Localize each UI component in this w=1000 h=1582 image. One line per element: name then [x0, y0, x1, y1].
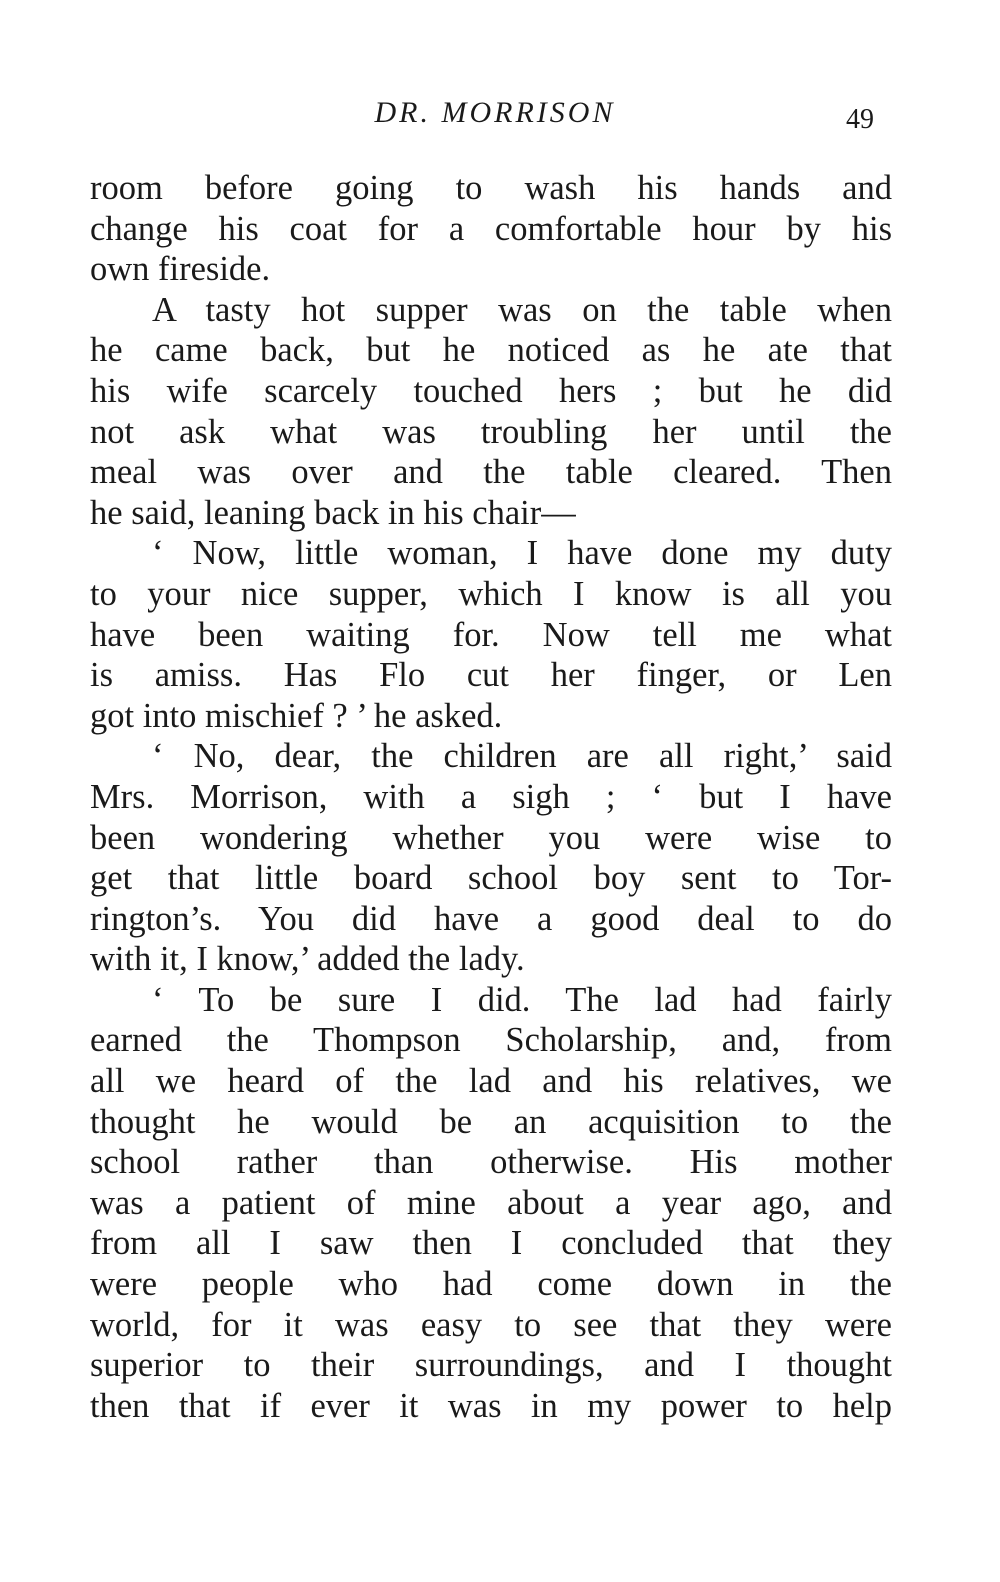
text-line: then that if ever it was in my power to help [90, 1386, 892, 1425]
text-line: from all I saw then I concluded that they [90, 1224, 892, 1263]
text-line: superior to their surroundings, and I thought [90, 1346, 892, 1385]
text-line: his wife scarcely touched hers ; but he did [90, 371, 892, 410]
text-line: A tasty hot supper was on the table when [152, 290, 892, 329]
text-line: ‘ Now, little woman, I have done my duty [152, 534, 892, 573]
text-line: to your nice supper, which I know is all you [90, 574, 892, 613]
text-line: he came back, but he noticed as he ate that [90, 331, 892, 370]
text-line: he said, leaning back in his chair— [90, 493, 576, 532]
text-line: with it, I know,’ added the lady. [90, 940, 525, 979]
text-line: were people who had come down in the [90, 1265, 892, 1304]
page-number: 49 [846, 104, 874, 135]
text-line: room before going to wash his hands and [90, 169, 892, 207]
text-line: rington’s. You did have a good deal to do [90, 899, 892, 938]
text-line: own fireside. [90, 250, 271, 289]
text-line: have been waiting for. Now tell me what [90, 615, 892, 654]
text-line: all we heard of the lad and his relatives, we [90, 1062, 892, 1101]
text-line: earned the Thompson Scholarship, and, from [90, 1021, 892, 1060]
text-line: thought he would be an acquisition to the [90, 1102, 892, 1141]
text-line: change his coat for a comfortable hour by his [90, 209, 892, 248]
body-text [90, 168, 892, 1426]
text-line: meal was over and the table cleared. Then [90, 453, 892, 492]
running-head [0, 96, 1000, 136]
text-line: ‘ No, dear, the children are all right,’ said [152, 737, 892, 776]
text-line: Mrs. Morrison, with a sigh ; ‘ but I have [90, 777, 892, 816]
text-line: is amiss. Has Flo cut her finger, or Len [90, 656, 892, 695]
text-line: not ask what was troubling her until the [90, 412, 892, 451]
text-line: world, for it was easy to see that they were [90, 1305, 892, 1344]
text-line: got into mischief ? ’ he asked. [90, 696, 503, 735]
text-line: was a patient of mine about a year ago, and [90, 1183, 892, 1222]
text-line: school rather than otherwise. His mother [90, 1143, 892, 1182]
running-title: DR. MORRISON [374, 96, 616, 129]
text-line: been wondering whether you were wise to [90, 818, 892, 857]
text-line: get that little board school boy sent to Tor- [90, 859, 892, 898]
text-line: ‘ To be sure I did. The lad had fairly [152, 980, 892, 1019]
